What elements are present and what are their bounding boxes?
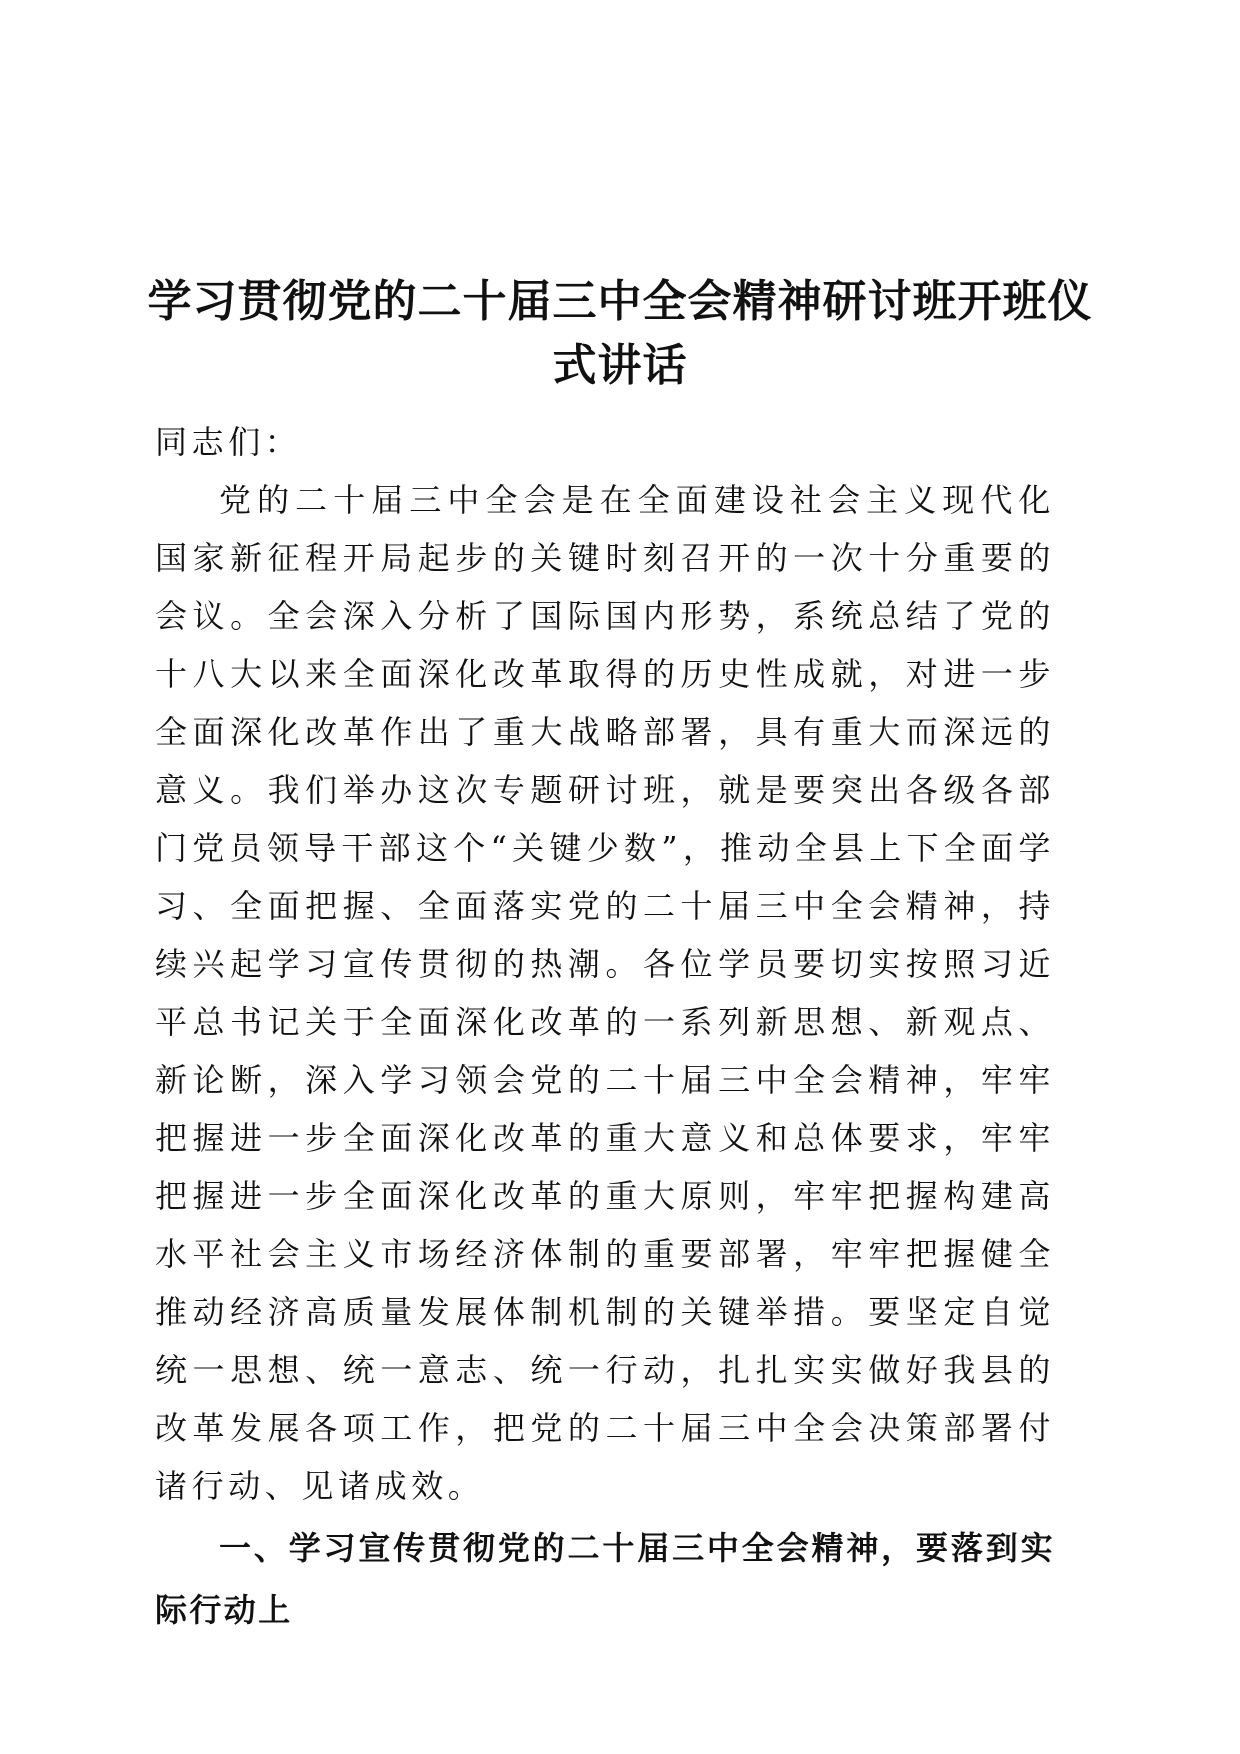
salutation: 同志们： — [155, 423, 302, 461]
section-heading: 一、学习宣传贯彻党的二十届三中全会精神，要落到实际行动上 — [155, 1529, 1055, 1629]
document-body — [155, 413, 1055, 1641]
body-paragraph: 党的二十届三中全会是在全面建设社会主义现代化国家新征程开局起步的关键时刻召开的一次十分重要的会议。全会深入分析了国际国内形势，系统总结了党的十八大以来全面深化改革取得的历史性成就，对进一步全面深化改革作出了重大战略部署，具有重大而深远的意义。我们举办这次专题研讨班，就是要突出各级各部门党员领导干部这个“关键少数”，推动全县上下全面学习、全面把握、全面落实党的二十届三中全会精神，持续兴起学习宣传贯彻的热潮。各位学员要切实按照习近平总书记关于全面深化改革的一系列新思想、新观点、新论断，深入学习领会党的二十届三中全会精神，牢牢把握进一步全面深化改革的重大意义和总体要求，牢牢把握进一步全面深化改革的重大原则，牢牢把握构建高水平社会主义市场经济体制的重要部署，牢牢把握健全推动经济高质量发展体制机制的关键举措。要坚定自觉统一思想、统一意志、统一行动，扎扎实实做好我县的改革发展各项工作，把党的二十届三中全会决策部署付诸行动、见诸成效。 — [155, 481, 1055, 1505]
document-title: 学习贯彻党的二十届三中全会精神研讨班开班仪式讲话 — [147, 276, 1093, 391]
